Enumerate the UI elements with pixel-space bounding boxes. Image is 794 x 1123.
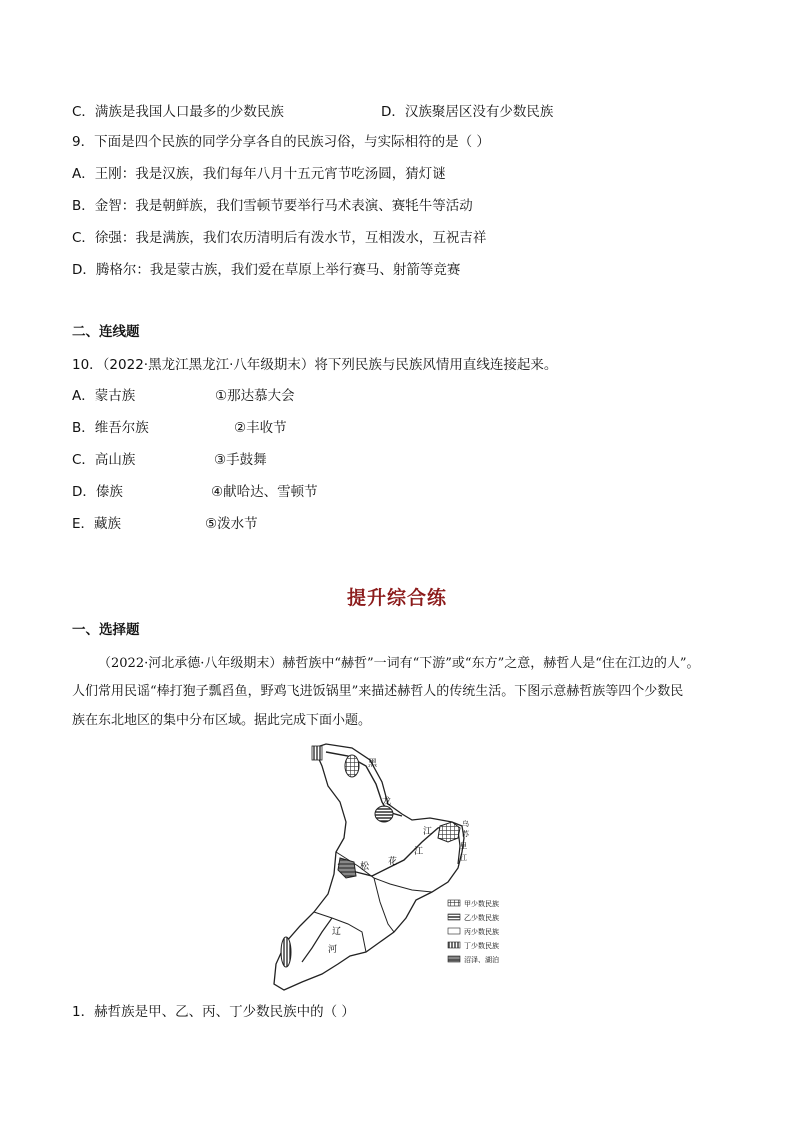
legend-bing: 丙少数民族	[464, 928, 499, 936]
match-left-c: C．高山族	[72, 452, 136, 468]
q9-option-c: C．徐强：我是满族，我们农历清明后有泼水节，互相泼水，互祝吉祥	[72, 230, 487, 246]
legend-jia: 甲少数民族	[464, 900, 499, 908]
legend-yi: 乙少数民族	[464, 914, 499, 922]
label-su: 苏	[462, 830, 469, 838]
label-jiang-3: 江	[414, 847, 424, 857]
label-wu: 乌	[462, 820, 469, 828]
match-right-1: ①那达慕大会	[215, 388, 295, 404]
legend-ding: 丁少数民族	[464, 942, 499, 950]
section-title: 提升综合练	[346, 587, 447, 609]
label-liao: 辽	[332, 927, 342, 937]
label-hua: 花	[388, 857, 398, 867]
match-left-e: E．藏族	[72, 516, 122, 532]
match-left-b: B．维吾尔族	[72, 420, 149, 436]
label-jiang-2: 江	[460, 854, 467, 862]
legend-lake: 沼泽、湖泊	[464, 956, 499, 964]
area-small-top-left	[312, 746, 322, 760]
passage-text-1: （2022·河北承德·八年级期末）赫哲族中“赫哲”一词有“下游”或“东方”之意，赫哲人是“住在江边的人”。	[98, 656, 700, 671]
q9-stem: 9．下面是四个民族的同学分享各自的民族习俗，与实际相符的是（ ）	[72, 134, 490, 150]
match-left-d: D．傣族	[72, 484, 123, 500]
label-song: 松	[360, 862, 370, 872]
area-north	[345, 755, 359, 777]
label-he: 河	[328, 945, 338, 955]
match-right-3: ③手鼓舞	[214, 452, 267, 468]
q9-option-b: B．金智：我是朝鲜族，我们雪顿节要举行马术表演、赛牦牛等活动	[72, 198, 473, 214]
map-legend	[448, 899, 499, 964]
label-jiang-1: 江	[423, 827, 433, 837]
label-hei: 黑	[368, 759, 378, 769]
match-right-4: ④献哈达、雪顿节	[211, 484, 318, 500]
q8-option-c: C．满族是我国人口最多的少数民族	[72, 104, 284, 120]
passage-line-2: 人们常用民谣“棒打狍子瓢舀鱼，野鸡飞进饭锅里”来描述赫哲人的传统生活。下图示意赫哲族等四个少数民	[72, 684, 684, 699]
q10-stem: 10．（2022·黑龙江黑龙江·八年级期末）将下列民族与民族风情用直线连接起来。	[72, 357, 558, 373]
area-southwest	[281, 937, 291, 967]
passage-line-3: 族在东北地区的集中分布区域。据此完成下面小题。	[72, 713, 372, 728]
match-left-a: A．蒙古族	[72, 388, 136, 404]
section-heading-choice: 一、选择题	[72, 622, 140, 638]
q8-option-d: D．汉族聚居区没有少数民族	[381, 104, 554, 120]
match-right-2: ②丰收节	[234, 420, 287, 436]
label-long: 龙	[382, 797, 392, 807]
q9-option-a: A．王刚：我是汉族，我们每年八月十五元宵节吃汤圆，猜灯谜	[72, 166, 446, 182]
area-center	[375, 806, 393, 822]
match-right-5: ⑤泼水节	[205, 516, 258, 532]
question-1: 1．赫哲族是甲、乙、丙、丁少数民族中的（ ）	[72, 1004, 355, 1020]
northeast-ethnic-map	[262, 742, 532, 997]
q9-option-d: D．腾格尔：我是蒙古族，我们爱在草原上举行赛马、射箭等竞赛	[72, 262, 461, 278]
section-heading-matching: 二、连线题	[72, 324, 140, 340]
label-li: 里	[460, 842, 467, 850]
passage-line-1	[72, 650, 732, 678]
